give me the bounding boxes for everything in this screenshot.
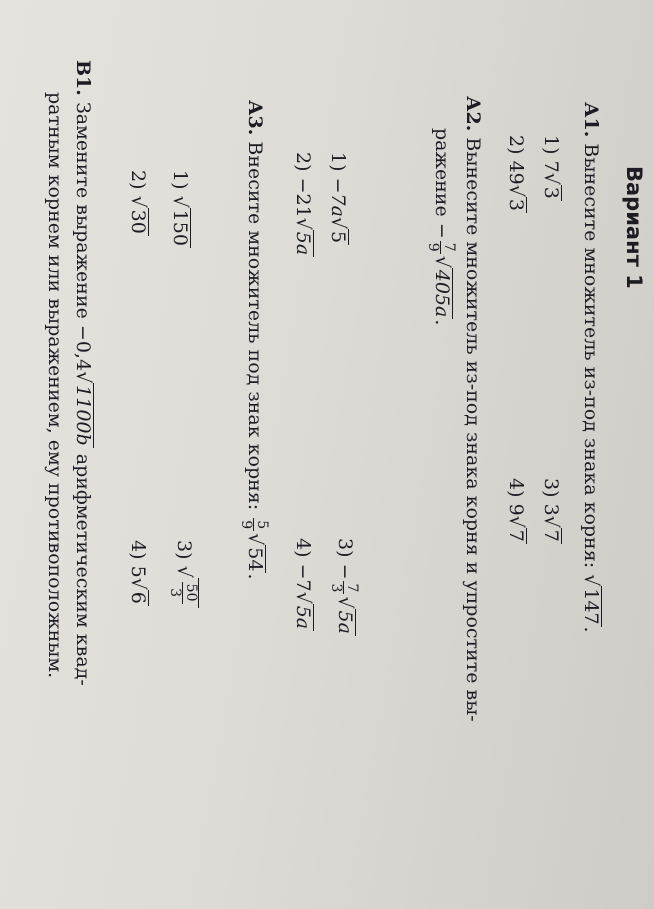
coefficient: −0,4: [72, 324, 94, 372]
question-text: Вынесите множитель из-под знака корня:: [580, 143, 602, 569]
fraction: [426, 241, 456, 254]
a3-option-3[interactable]: [168, 540, 199, 608]
question-a3: [239, 100, 269, 580]
fraction-numerator: 5: [254, 520, 270, 530]
fraction-denominator: 9: [238, 520, 255, 530]
sqrt-icon: √: [243, 533, 266, 546]
option-number: 1): [540, 135, 562, 155]
period: .: [580, 626, 602, 633]
question-text-cont: арифметическим квад-: [72, 453, 94, 686]
radicand: 5a: [333, 610, 356, 634]
sqrt-icon: √: [327, 216, 349, 230]
a2-option-3[interactable]: [329, 538, 359, 636]
question-label: В1.: [72, 60, 94, 96]
question-b1-line2: ратным корнем или выражением, ему противоположным.: [44, 92, 66, 679]
coefficient: −7a: [327, 177, 349, 217]
coefficient: 49: [505, 160, 527, 185]
coefficient: 5: [127, 565, 149, 578]
question-text: Внесите множитель под знак корня:: [243, 141, 266, 511]
fraction-numerator: 7: [344, 583, 360, 593]
question-label: А1.: [580, 102, 602, 138]
radicand: 147: [580, 588, 602, 625]
question-b1-line1: [71, 60, 94, 686]
question-text: Вынесите множитель из-под знака корня и упростите вы-: [462, 137, 484, 722]
a2-option-4[interactable]: [291, 538, 314, 631]
a2-option-1[interactable]: [326, 152, 349, 245]
option-number: 3): [540, 478, 562, 498]
option-number: 3): [172, 540, 195, 560]
fraction-denominator: 3: [167, 588, 184, 598]
sqrt-icon: √: [72, 371, 94, 384]
question-a2-line2: [426, 128, 456, 325]
a3-option-1[interactable]: [168, 170, 191, 248]
radicand: 150: [169, 209, 191, 246]
coefficient: −21: [292, 177, 314, 218]
option-number: 4): [127, 540, 149, 560]
question-a1: [579, 102, 602, 633]
sqrt-icon: √: [292, 217, 314, 230]
minus-sign: −: [430, 222, 453, 239]
fraction: [168, 582, 198, 604]
sqrt-icon: √: [540, 515, 562, 528]
question-text: Замените выражение: [72, 101, 94, 319]
question-text-cont: ражение: [430, 128, 453, 217]
option-number: 1): [327, 152, 349, 172]
radicand: 6: [127, 591, 149, 604]
fraction: [239, 518, 269, 531]
sqrt-icon: √: [169, 195, 191, 208]
radicand: 3: [505, 198, 527, 211]
coefficient: 7: [540, 160, 562, 173]
sqrt-icon: √: [505, 515, 527, 528]
coefficient: −7: [292, 563, 314, 592]
coefficient: 3: [540, 503, 562, 516]
fraction-numerator: 7: [441, 242, 457, 252]
sqrt-icon: √: [127, 577, 149, 590]
fraction-numerator: 50: [183, 583, 199, 602]
question-a2-line1: [463, 96, 482, 722]
radicand: 7: [540, 529, 562, 542]
sqrt-icon: √: [292, 591, 314, 604]
fraction-denominator: 9: [425, 242, 442, 252]
radicand: 5: [327, 231, 349, 244]
a3-option-2[interactable]: [126, 170, 149, 236]
sqrt-icon: √: [540, 172, 562, 185]
question-label: А2.: [462, 96, 484, 132]
radicand: 7: [505, 529, 527, 542]
radicand: 54: [243, 547, 266, 572]
sqrt-icon: √: [430, 255, 453, 268]
option-number: 1): [169, 170, 191, 190]
radicand: [168, 578, 199, 608]
a1-option-1[interactable]: [539, 135, 562, 201]
sqrt-icon: √: [580, 574, 602, 587]
a2-option-2[interactable]: [291, 152, 314, 257]
a1-option-2[interactable]: [504, 135, 527, 213]
coefficient: 9: [505, 503, 527, 516]
a1-option-3[interactable]: [539, 478, 562, 544]
sqrt-icon: √: [505, 184, 527, 197]
variant-title: Вариант 1: [622, 166, 646, 289]
option-number: 2): [127, 170, 149, 190]
radicand: 405a: [430, 269, 453, 318]
radicand: 30: [127, 209, 149, 234]
question-label: А3.: [243, 100, 266, 136]
fraction-denominator: 3: [328, 583, 345, 593]
period: .: [430, 319, 453, 326]
radicand: 1100b: [72, 385, 94, 446]
minus-sign: −: [333, 563, 356, 580]
a3-option-4[interactable]: [126, 540, 149, 606]
period: .: [243, 573, 266, 580]
sqrt-icon: √: [127, 195, 149, 208]
fraction: [329, 581, 359, 594]
radicand: 5a: [292, 605, 314, 630]
radicand: 3: [540, 186, 562, 199]
a1-option-4[interactable]: [504, 478, 527, 544]
sqrt-icon: √: [333, 596, 356, 609]
option-number: 2): [505, 135, 527, 155]
option-number: 2): [292, 152, 314, 172]
option-number: 4): [292, 538, 314, 558]
radicand: 5a: [292, 231, 314, 256]
option-number: 4): [505, 478, 527, 498]
sqrt-icon: √: [172, 565, 195, 578]
option-number: 3): [333, 538, 356, 558]
